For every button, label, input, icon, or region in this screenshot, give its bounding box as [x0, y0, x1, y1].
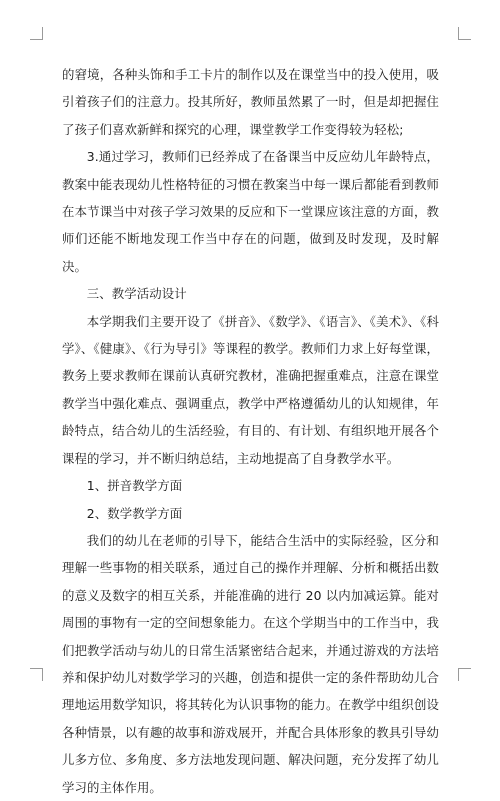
subheading-pinyin: 1、拼音教学方面 — [86, 478, 183, 494]
paragraph-math-teaching: 我们的幼儿在老师的引导下，能结合生活中的实际经验，区分和理解一些事物的相关联系，通过自己的操作并理解、分析和概括出数的意义及数字的相互关系，并能准确的进行 20 以内加减运算。能对周围的事物有一定的空间想象能力。在这个学期当中的工作当中，我们把教学活动与幼儿的日常生活紧密结合起来，并通过游戏的方法培养和保护幼儿对数学学习的兴趣，创造和提供一定的条件帮助幼儿合理地运用数学知识，将其转化为认识事物的能力。在教学中组织创设各种情景，以有趣的故事和游戏展开，并配合具体形象的教具引导幼儿多方位、多角度、多方法地发现问题、解决问题，充分发挥了幼儿学习的主体作用。 — [62, 532, 439, 795]
section-heading-teaching-design: 三、教学活动设计 — [86, 286, 187, 302]
paragraph-continuation: 的窘境，各种头饰和手工卡片的制作以及在课堂当中的投入使用，吸引着孩子们的注意力。投其所好，教师虽然累了一时，但是却把握住了孩子们喜欢新鲜和探究的心理，课堂教学工作变得较为轻松; — [62, 67, 439, 137]
crop-mark-bottom-left — [30, 668, 43, 681]
crop-mark-top-left — [30, 27, 43, 40]
paragraph-courses: 本学期我们主要开设了《拼音》、《数学》、《语言》、《美术》、《科学》、《健康》、《行为导引》等课程的教学。教师们力求上好每堂课，教务上要求教师在课前认真研究教材，准确把握重难点，注意在课堂教学当中强化难点、强调重点，教学中严格遵循幼儿的认知规律，年龄特点，结合幼儿的生活经验，有目的、有计划、有组织地开展各个课程的学习，并不断归纳总结，主动地提高了自身教学水平。 — [62, 313, 439, 466]
paragraph-point-3: 3.通过学习，教师们已经养成了在备课当中反应幼儿年龄特点，教案中能表现幼儿性格特征的习惯在教案当中每一课后都能看到教师在本节课当中对孩子学习效果的反应和下一堂课应该注意的方面，教师们还能不断地发现工作当中存在的问题，做到及时发现，及时解决。 — [62, 149, 439, 274]
crop-mark-top-right — [458, 27, 471, 40]
subheading-math: 2、数学教学方面 — [86, 505, 183, 521]
document-body — [62, 61, 439, 801]
crop-mark-bottom-right — [458, 668, 471, 681]
